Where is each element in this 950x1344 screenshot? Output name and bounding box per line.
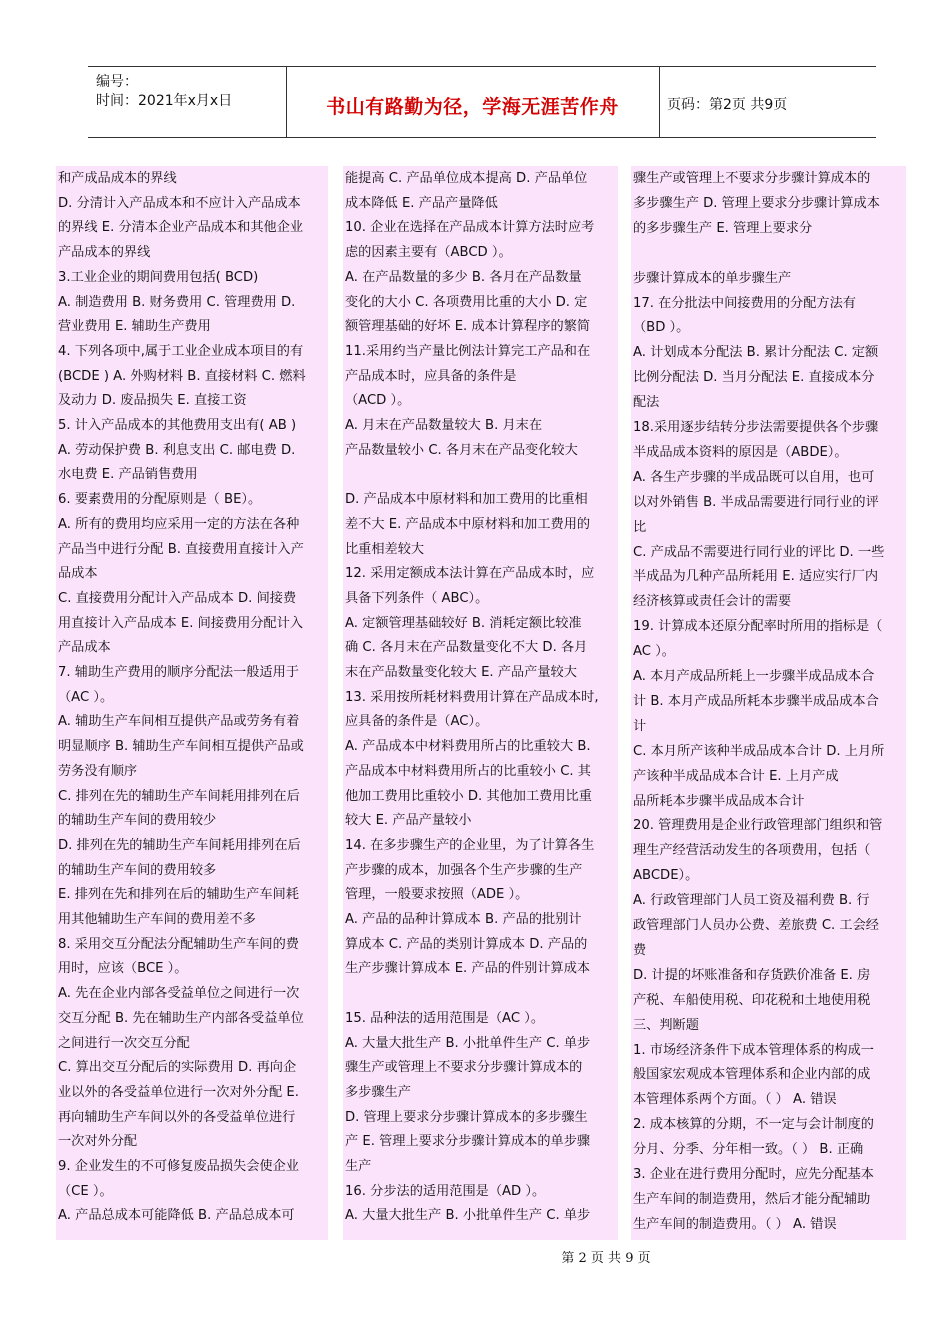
text-line: 6. 要素费用的分配原则是（ BE）。 — [58, 492, 262, 508]
text-line: 计 — [633, 718, 647, 734]
text-line: 和产成品成本的界线 — [58, 171, 177, 186]
text-line: 变化的大小 C. 各项费用比重的大小 D. 定 — [345, 294, 588, 310]
text-line: ABCDE）。 — [633, 868, 699, 884]
text-line: 以对外销售 B. 半成品需要进行同行业的评 — [633, 494, 879, 510]
text-line: （CE ）。 — [58, 1183, 113, 1199]
text-column-1 — [56, 166, 328, 1240]
text-line: 比重相差较大 — [345, 541, 425, 557]
text-line: 理生产经营活动发生的各项费用，包括（ — [633, 843, 871, 859]
text-line: A. 制造费用 B. 财务费用 C. 管理费用 D. — [58, 294, 296, 310]
text-line: A. 在产品数量的多少 B. 各月在产品数量 — [345, 269, 582, 285]
text-line: （ACD ）。 — [345, 393, 411, 409]
text-line: A. 产品总成本可能降低 B. 产品总成本可 — [58, 1208, 295, 1224]
text-line: D. 产品成本中原材料和加工费用的比重相 — [345, 492, 588, 508]
text-line: 多步骤生产 D. 管理上要求分步骤计算成本 — [633, 195, 880, 211]
text-line: 再向辅助生产车间以外的各受益单位进行 — [58, 1109, 296, 1125]
text-line: 产 E. 管理上要求分步骤计算成本的单步骤 — [345, 1134, 591, 1150]
text-line: 比 — [633, 519, 647, 535]
text-line: 产税、车船使用税、印花税和土地使用税 — [633, 992, 871, 1008]
text-line: 分月、分季、分年相一致。（ ） B. 正确 — [633, 1142, 864, 1158]
text-line: 11.采用约当产量比例法计算完工产品和在 — [345, 343, 591, 359]
text-line: D. 管理上要求分步骤计算成本的多步骤生 — [345, 1109, 588, 1125]
text-line: 及动力 D. 废品损失 E. 直接工资 — [58, 393, 247, 409]
text-line: D. 排列在先的辅助生产车间耗用排列在后 — [58, 837, 301, 853]
text-line: 他加工费用比重较小 D. 其他加工费用比重 — [345, 788, 592, 804]
text-line: 具备下列条件（ ABC）。 — [345, 590, 489, 606]
text-line: 用时，应该（BCE ）。 — [58, 961, 188, 977]
text-line: 产品成本时，应具备的条件是 — [345, 368, 517, 384]
text-line: 交互分配 B. 先在辅助生产内部各受益单位 — [58, 1010, 304, 1026]
text-line: A. 产品成本中材料费用所占的比重较大 B. — [345, 739, 591, 755]
text-line: 一次对外分配 — [58, 1134, 138, 1150]
text-line: 5. 计入产品成本的其他费用支出有( AB ) — [58, 418, 297, 433]
text-line: 的辅助生产车间的费用较少 — [58, 813, 217, 829]
text-line: 的辅助生产车间的费用较多 — [58, 862, 217, 878]
text-line: A. 月末在产品数量较大 B. 月末在 — [345, 418, 543, 433]
text-line: A. 辅助生产车间相互提供产品或劳务有着 — [58, 714, 300, 730]
text-line: 政管理部门人员办公费、差旅费 C. 工会经 — [633, 918, 879, 933]
text-line: 之间进行一次交互分配 — [58, 1035, 190, 1051]
text-line: 9. 企业发生的不可修复废品损失会使企业 — [58, 1159, 299, 1174]
text-line: (BCDE ) A. 外购材料 B. 直接材料 C. 燃料 — [58, 368, 306, 384]
text-line: 18.采用逐步结转分步法需要提供各个步骤 — [633, 420, 879, 435]
text-line: 12. 采用定额成本法计算在产品成本时，应 — [345, 566, 595, 582]
text-line: 费 — [633, 942, 647, 958]
text-line: 2. 成本核算的分期，不一定与会计制度的 — [633, 1117, 874, 1133]
text-line: 产品当中进行分配 B. 直接费用直接计入产 — [58, 541, 304, 557]
text-line: 末在产品数量变化较大 E. 产品产量较大 — [345, 665, 577, 680]
text-line: 劳务没有顺序 — [58, 763, 138, 779]
text-line: 15. 品种法的适用范围是（AC ）。 — [345, 1010, 545, 1026]
text-line: A. 大量大批生产 B. 小批单件生产 C. 单步 — [345, 1035, 591, 1051]
text-line: A. 先在企业内部各受益单位之间进行一次 — [58, 986, 300, 1002]
text-line: 4. 下列各项中,属于工业企业成本项目的有 — [58, 343, 304, 359]
text-line: 产品数量较小 C. 各月末在产品变化较大 — [345, 442, 578, 458]
text-line: C. 算出交互分配后的实际费用 D. 再向企 — [58, 1060, 297, 1076]
text-line: 16. 分步法的适用范围是（AD ）。 — [345, 1183, 546, 1199]
text-line: 产品成本中材料费用所占的比重较小 C. 其 — [345, 763, 591, 779]
header-motto: 书山有路勤为径，学海无涯苦作舟 — [326, 96, 619, 118]
text-line: 半成品成本资料的原因是（ABDE）。 — [633, 444, 848, 460]
text-line: A. 定额管理基础较好 B. 消耗定额比较准 — [345, 615, 582, 631]
text-line: 1. 市场经济条件下成本管理体系的构成一 — [633, 1042, 874, 1058]
text-line: 20. 管理费用是企业行政管理部门组织和管 — [633, 818, 883, 834]
header-meta-cell — [88, 67, 287, 137]
text-line: 明显顺序 B. 辅助生产车间相互提供产品或 — [58, 739, 304, 755]
text-line: C. 本月所产该种半成品成本合计 D. 上月所 — [633, 743, 885, 759]
text-line: AC ）。 — [633, 644, 675, 660]
text-line: C. 产成品不需要进行同行业的评比 D. 一些 — [633, 544, 885, 560]
text-line: 差不大 E. 产品成本中原材料和加工费用的 — [345, 516, 591, 532]
text-column-2 — [343, 166, 618, 1240]
text-line: 产步骤的成本，加强各个生产步骤的生产 — [345, 862, 583, 878]
text-line: 步骤计算成本的单步骤生产 — [633, 270, 792, 286]
text-line: 品所耗本步骤半成品成本合计 — [633, 793, 805, 809]
text-line: 17. 在分批法中间接费用的分配方法有 — [633, 295, 856, 311]
text-line: D. 计提的坏账准备和存货跌价准备 E. 房 — [633, 967, 871, 983]
text-line: 骤生产或管理上不要求分步骤计算成本的 — [633, 171, 871, 186]
text-line: E. 排列在先和排列在后的辅助生产车间耗 — [58, 887, 299, 903]
text-line: 3.工业企业的期间费用包括( BCD) — [58, 269, 259, 285]
page-header — [88, 66, 876, 138]
text-line: 应具备的条件是（AC）。 — [345, 714, 489, 730]
text-line: 较大 E. 产品产量较小 — [345, 813, 472, 829]
text-line: 三、判断题 — [633, 1017, 699, 1033]
text-line: 比例分配法 D. 当月分配法 E. 直接成本分 — [633, 370, 875, 386]
text-line: A. 各生产步骤的半成品既可以自用，也可 — [633, 469, 875, 485]
text-line: A. 计划成本分配法 B. 累计分配法 C. 定额 — [633, 345, 879, 361]
text-line: 用其他辅助生产车间的费用差不多 — [58, 912, 256, 927]
text-line: 配法 — [633, 395, 660, 411]
text-line: C. 直接费用分配计入产品成本 D. 间接费 — [58, 590, 297, 606]
text-line: 产品成本的界线 — [58, 245, 151, 261]
text-line: 的多步骤生产 E. 管理上要求分 — [633, 220, 813, 236]
text-line: 成本降低 E. 产品产量降低 — [345, 195, 498, 211]
text-line: 计 B. 本月产成品所耗本步骤半成品成本合 — [633, 693, 879, 709]
text-line: 骤生产或管理上不要求分步骤计算成本的 — [345, 1060, 583, 1076]
text-line: 品成本 — [58, 566, 98, 582]
text-line: 业以外的各受益单位进行一次对外分配 E. — [58, 1084, 299, 1100]
text-line: 本管理体系两个方面。（ ） A. 错误 — [633, 1092, 837, 1108]
text-line: （BD ）。 — [633, 320, 690, 336]
text-line: 10. 企业在选择在产品成本计算方法时应考 — [345, 220, 595, 236]
text-line: 营业费用 E. 辅助生产费用 — [58, 319, 211, 335]
header-motto-cell — [286, 67, 660, 137]
text-line: A. 产品的品种计算成本 B. 产品的批别计 — [345, 912, 582, 927]
text-line: 虑的因素主要有（ABCD ）。 — [345, 245, 512, 261]
text-line: 能提高 C. 产品单位成本提高 D. 产品单位 — [345, 171, 588, 186]
text-line: 产品成本 — [58, 640, 111, 656]
text-line: 的界线 E. 分清本企业产品成本和其他企业 — [58, 220, 304, 236]
text-line: C. 排列在先的辅助生产车间耗用排列在后 — [58, 788, 300, 804]
text-line: 产该种半成品成本合计 E. 上月产成 — [633, 768, 839, 784]
text-line: A. 所有的费用均应采用一定的方法在各种 — [58, 516, 300, 532]
text-line: A. 大量大批生产 B. 小批单件生产 C. 单步 — [345, 1208, 591, 1224]
text-line: A. 行政管理部门人员工资及福利费 B. 行 — [633, 893, 870, 909]
header-pagecode-cell — [659, 67, 876, 137]
text-line: A. 本月产成品所耗上一步骤半成品成本合 — [633, 669, 875, 684]
text-line: 水电费 E. 产品销售费用 — [58, 467, 198, 483]
text-line: 般国家宏观成本管理体系和企业内部的成 — [633, 1067, 871, 1083]
header-page-code: 页码：第2页 共9页 — [667, 97, 788, 113]
text-line: 额管理基础的好坏 E. 成本计算程序的繁简 — [345, 319, 591, 335]
text-line: 多步骤生产 — [345, 1084, 411, 1100]
text-line: 19. 计算成本还原分配率时所用的指标是（ — [633, 619, 883, 635]
text-line: 7. 辅助生产费用的顺序分配法一般适用于 — [58, 665, 299, 680]
text-line: 14. 在多步骤生产的企业里，为了计算各生 — [345, 837, 595, 853]
text-line: 3. 企业在进行费用分配时，应先分配基本 — [633, 1167, 874, 1182]
text-line: 13. 采用按所耗材料费用计算在产品成本时, — [345, 689, 599, 705]
text-line: D. 分清计入产品成本和不应计入产品成本 — [58, 195, 301, 211]
text-line: 8. 采用交互分配法分配辅助生产车间的费 — [58, 936, 299, 952]
text-line: 管理，一般要求按照（ADE ）。 — [345, 887, 529, 903]
footer-page-number: 第 2 页 共 9 页 — [561, 1251, 651, 1266]
text-line: 半成品为几种产品所耗用 E. 适应实行厂内 — [633, 569, 879, 585]
document-number-label: 编号： — [96, 74, 138, 90]
text-line: （AC ）。 — [58, 689, 114, 705]
text-line: 生产步骤计算成本 E. 产品的件别计算成本 — [345, 961, 591, 977]
text-line: 经济核算或责任会计的需要 — [633, 594, 792, 610]
text-line: 生产车间的制造费用。（ ） A. 错误 — [633, 1216, 837, 1232]
text-line: 生产 — [345, 1159, 372, 1174]
text-line: A. 劳动保护费 B. 利息支出 C. 邮电费 D. — [58, 442, 296, 458]
text-line: 算成本 C. 产品的类别计算成本 D. 产品的 — [345, 936, 588, 952]
text-line: 生产车间的制造费用，然后才能分配辅助 — [633, 1191, 871, 1207]
text-line: 用直接计入产品成本 E. 间接费用分配计入 — [58, 615, 304, 631]
text-line: 确 C. 各月末在产品数量变化不大 D. 各月 — [345, 640, 588, 656]
page-footer — [0, 1247, 950, 1266]
document-time-label: 时间：2021年x月x日 — [96, 93, 233, 109]
text-column-3 — [631, 166, 906, 1240]
